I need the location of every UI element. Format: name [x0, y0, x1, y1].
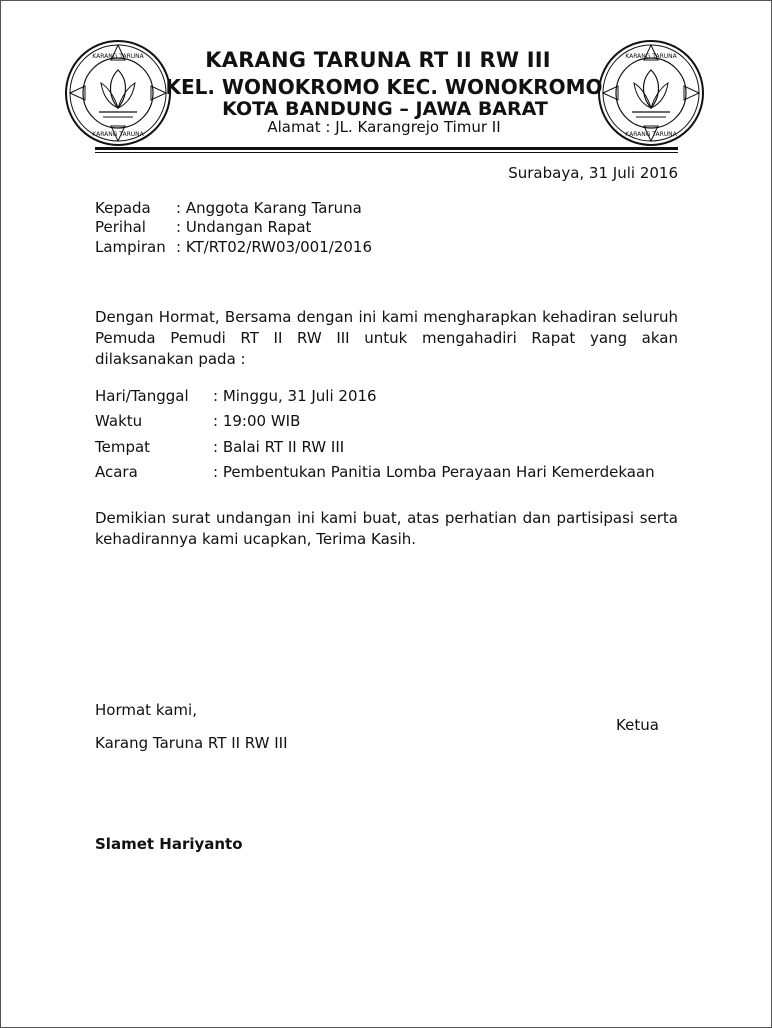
letter-date: Surabaya, 31 Juli 2016 — [508, 164, 678, 182]
signatory-name: Slamet Hariyanto — [95, 835, 243, 853]
letterhead-title: KARANG TARUNA RT II RW III — [205, 48, 551, 72]
meta-value-perihal: : Undangan Rapat — [176, 218, 312, 236]
meta-value-kepada: : Anggota Karang Taruna — [176, 199, 362, 217]
signature-role: Ketua — [616, 716, 659, 734]
letterhead-rule-thick — [95, 147, 678, 150]
letterhead-address: Alamat : JL. Karangrejo Timur II — [267, 118, 501, 136]
logo-bottom-text: KARANG TARUNA — [92, 131, 144, 138]
detail-label-time: Waktu — [95, 412, 143, 430]
letterhead-district: KEL. WONOKROMO KEC. WONOKROMO — [165, 75, 603, 99]
detail-value-time: : 19:00 WIB — [213, 412, 301, 430]
detail-label-date: Hari/Tanggal — [95, 387, 189, 405]
detail-value-place: : Balai RT II RW III — [213, 438, 345, 456]
signature-greeting: Hormat kami, — [95, 701, 197, 719]
letterhead-city: KOTA BANDUNG – JAWA BARAT — [222, 98, 548, 120]
detail-value-agenda: : Pembentukan Panitia Lomba Perayaan Hari Kemerdekaan — [213, 463, 655, 481]
opening-paragraph: Dengan Hormat, Bersama dengan ini kami mengharapkan kehadiran seluruh Pemuda Pemudi RT II RW III untuk mengahadiri Rapat yang akan dilaksanakan pada : — [95, 308, 678, 368]
logo-ring-text: KARANG TARUNA — [625, 53, 677, 60]
detail-label-place: Tempat — [95, 438, 151, 456]
meta-label-kepada: Kepada — [95, 199, 151, 217]
letterhead-rule-thin — [95, 152, 678, 153]
logo-bottom-text: KARANG TARUNA — [625, 131, 677, 138]
meta-label-lampiran: Lampiran — [95, 238, 166, 256]
meta-value-lampiran: : KT/RT02/RW03/001/2016 — [176, 238, 372, 256]
detail-value-date: : Minggu, 31 Juli 2016 — [213, 387, 377, 405]
closing-paragraph: Demikian surat undangan ini kami buat, atas perhatian dan partisipasi serta kehadirannya kami ucapkan, Terima Kasih. — [95, 509, 678, 548]
meta-label-perihal: Perihal — [95, 218, 146, 236]
signature-organization: Karang Taruna RT II RW III — [95, 734, 288, 752]
logo-ring-text: KARANG TARUNA — [92, 53, 144, 60]
detail-label-agenda: Acara — [95, 463, 138, 481]
